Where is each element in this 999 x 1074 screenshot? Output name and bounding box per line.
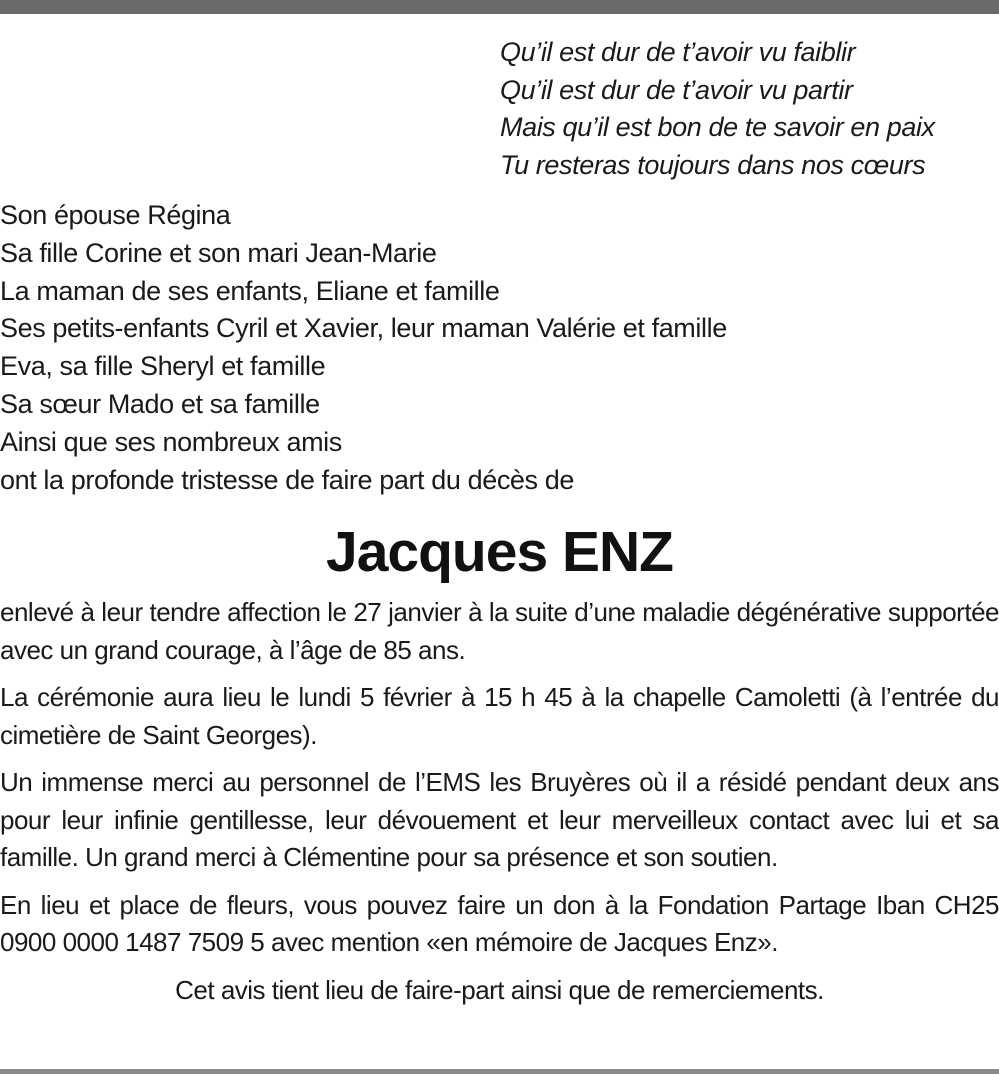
- family-line: Eva, sa fille Sheryl et famille: [0, 351, 326, 382]
- family-line: Sa sœur Mado et sa famille: [0, 388, 320, 419]
- poem-block: [500, 34, 935, 184]
- family-line: Sa fille Corine et son mari Jean-Marie: [0, 237, 437, 268]
- family-list: [0, 197, 727, 499]
- paragraph-ceremony: La cérémonie aura lieu le lundi 5 février à 15 h 45 à la chapelle Camoletti (à l’entrée du cimetière de Saint Georges).: [0, 682, 999, 750]
- poem-line: Qu’il est dur de t’avoir vu faiblir: [500, 37, 856, 67]
- bottom-border-rule: [0, 1069, 999, 1074]
- family-line: Son épouse Régina: [0, 200, 231, 230]
- deceased-name: Jacques ENZ: [326, 520, 673, 584]
- family-line: La maman de ses enfants, Eliane et famille: [0, 275, 500, 306]
- paragraph-thanks: Un immense merci au personnel de l’EMS les Bruyères où il a résidé pendant deux ans pour leur infinie gentillesse, leur dévouement et leur merveilleux contact avec lui et sa famille. Un grand merci à Clémentine pour sa présence et son soutien.: [0, 767, 999, 872]
- poem-line: Mais qu’il est bon de te savoir en paix: [500, 112, 935, 143]
- family-line: Ses petits-enfants Cyril et Xavier, leur maman Valérie et famille: [0, 313, 727, 344]
- poem-line: Tu resteras toujours dans nos cœurs: [500, 149, 926, 180]
- family-line: ont la profonde tristesse de faire part du décès de: [0, 464, 574, 495]
- paragraph-death-notice: enlevé à leur tendre affection le 27 janvier à la suite d’une maladie dégénérative supportée avec un grand courage, à l’âge de 85 ans.: [0, 597, 999, 665]
- top-border-rule: [0, 0, 999, 14]
- paragraph-donation: En lieu et place de fleurs, vous pouvez faire un don à la Fondation Partage Iban CH25 0900 0000 1487 7509 5 avec mention «en mémoire de Jacques Enz».: [0, 889, 999, 957]
- family-line: Ainsi que ses nombreux amis: [0, 426, 342, 457]
- poem-line: Qu’il est dur de t’avoir vu partir: [500, 74, 853, 105]
- closing-statement: Cet avis tient lieu de faire-part ainsi que de remerciements.: [175, 974, 824, 1005]
- announcement-body: [0, 594, 999, 1009]
